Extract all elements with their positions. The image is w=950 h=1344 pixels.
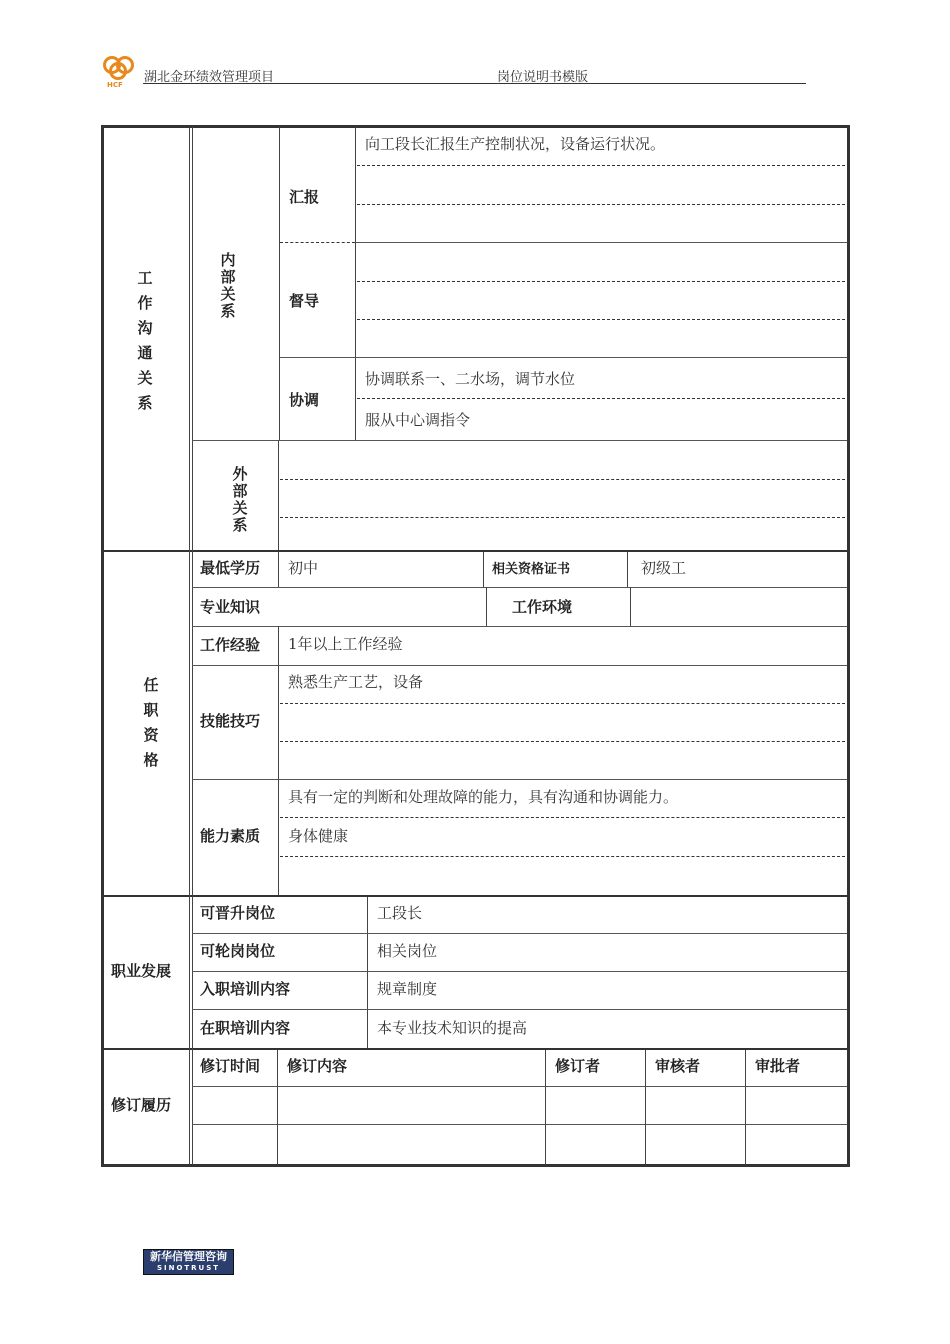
section-label-communication: 工作沟通关系 [137, 269, 153, 412]
environment-label: 工作环境 [512, 598, 573, 616]
col-divider [277, 1050, 278, 1165]
career-row-value: 本专业技术知识的提高 [377, 1019, 528, 1037]
ability-label: 能力素质 [200, 827, 261, 845]
row-divider [192, 665, 847, 666]
header-logo [101, 54, 139, 90]
ability-text-2: 身体健康 [288, 827, 349, 845]
revision-col-header: 修订者 [555, 1057, 601, 1075]
col-divider [278, 552, 279, 587]
coordinate-label: 协调 [289, 391, 320, 409]
row-divider [192, 1086, 847, 1087]
skills-label: 技能技巧 [200, 712, 261, 730]
blank-line [280, 856, 845, 857]
career-row-label: 入职培训内容 [200, 980, 291, 998]
row-divider [192, 971, 847, 972]
blank-line [357, 204, 845, 205]
col-divider [355, 127, 356, 440]
coordinate-text-1: 协调联系一、二水场，调节水位 [365, 370, 576, 388]
row-divider [192, 626, 847, 627]
blank-line [280, 741, 845, 742]
section-divider [104, 895, 847, 897]
row-divider [192, 1009, 847, 1010]
logo-text: HCF [107, 81, 123, 89]
career-row-label: 可晋升岗位 [200, 904, 276, 922]
revision-col-header: 修订时间 [200, 1057, 261, 1075]
career-row-label: 可轮岗岗位 [200, 942, 276, 960]
experience-value: 1年以上工作经验 [288, 635, 403, 653]
certificate-value: 初级工 [641, 559, 687, 577]
row-divider [192, 440, 847, 441]
career-row-value: 工段长 [377, 904, 423, 922]
blank-line [357, 319, 845, 320]
external-relations-label: 外部关系 [232, 465, 248, 534]
blank-line [357, 398, 845, 399]
col-divider [545, 1050, 546, 1165]
row-divider [192, 779, 847, 780]
row-divider [280, 357, 847, 358]
experience-label: 工作经验 [200, 636, 261, 654]
col-divider [367, 897, 368, 1048]
col-divider [279, 127, 280, 440]
header-rule [143, 83, 806, 84]
col-divider [278, 626, 279, 895]
row-divider [280, 242, 355, 243]
report-text: 向工段长汇报生产控制状况，设备运行状况。 [365, 135, 666, 153]
ability-text-1: 具有一定的判断和处理故障的能力，具有沟通和协调能力。 [288, 788, 679, 806]
col-divider [645, 1050, 646, 1165]
skills-value: 熟悉生产工艺，设备 [288, 673, 424, 691]
col-divider [745, 1050, 746, 1165]
section-divider [104, 550, 847, 552]
coordinate-text-2: 服从中心调指令 [365, 411, 471, 429]
row-divider [192, 587, 847, 588]
blank-line [280, 517, 845, 518]
blank-line [280, 479, 845, 480]
revision-col-header: 审批者 [755, 1057, 801, 1075]
blank-line [357, 165, 845, 166]
col-divider [278, 440, 279, 550]
footer-logo-cn: 新华信管理咨询 [150, 1250, 227, 1263]
career-row-value: 规章制度 [377, 980, 438, 998]
col-divider [627, 552, 628, 587]
row-divider [192, 933, 847, 934]
report-label: 汇报 [289, 188, 320, 206]
supervise-label: 督导 [289, 292, 320, 310]
footer-logo [143, 1249, 234, 1275]
internal-relations-label: 内部关系 [220, 251, 236, 320]
section-label-qualification: 任职资格 [143, 676, 159, 769]
revision-col-header: 审核者 [655, 1057, 701, 1075]
col-divider [483, 552, 484, 587]
blank-line [357, 281, 845, 282]
education-value: 初中 [288, 559, 319, 577]
career-row-label: 在职培训内容 [200, 1019, 291, 1037]
revision-col-header: 修订内容 [287, 1057, 348, 1075]
header-project-title: 湖北金环绩效管理项目 [144, 70, 275, 85]
col-divider [486, 587, 487, 626]
certificate-label: 相关资格证书 [492, 562, 571, 577]
row-divider [355, 242, 847, 243]
col-divider [630, 587, 631, 626]
career-row-value: 相关岗位 [377, 942, 438, 960]
row-divider [192, 1124, 847, 1125]
blank-line [280, 817, 845, 818]
footer-logo-en: SINOTRUST [156, 1264, 221, 1272]
education-label: 最低学历 [200, 559, 261, 577]
header-doc-title: 岗位说明书模版 [497, 70, 589, 85]
section-divider [104, 1048, 847, 1050]
section-label-career: 职业发展 [111, 962, 172, 980]
col-divider [189, 127, 190, 1165]
section-label-revision: 修订履历 [111, 1096, 172, 1114]
logo-ring-icon [109, 62, 127, 80]
blank-line [280, 703, 845, 704]
knowledge-label: 专业知识 [200, 598, 261, 616]
